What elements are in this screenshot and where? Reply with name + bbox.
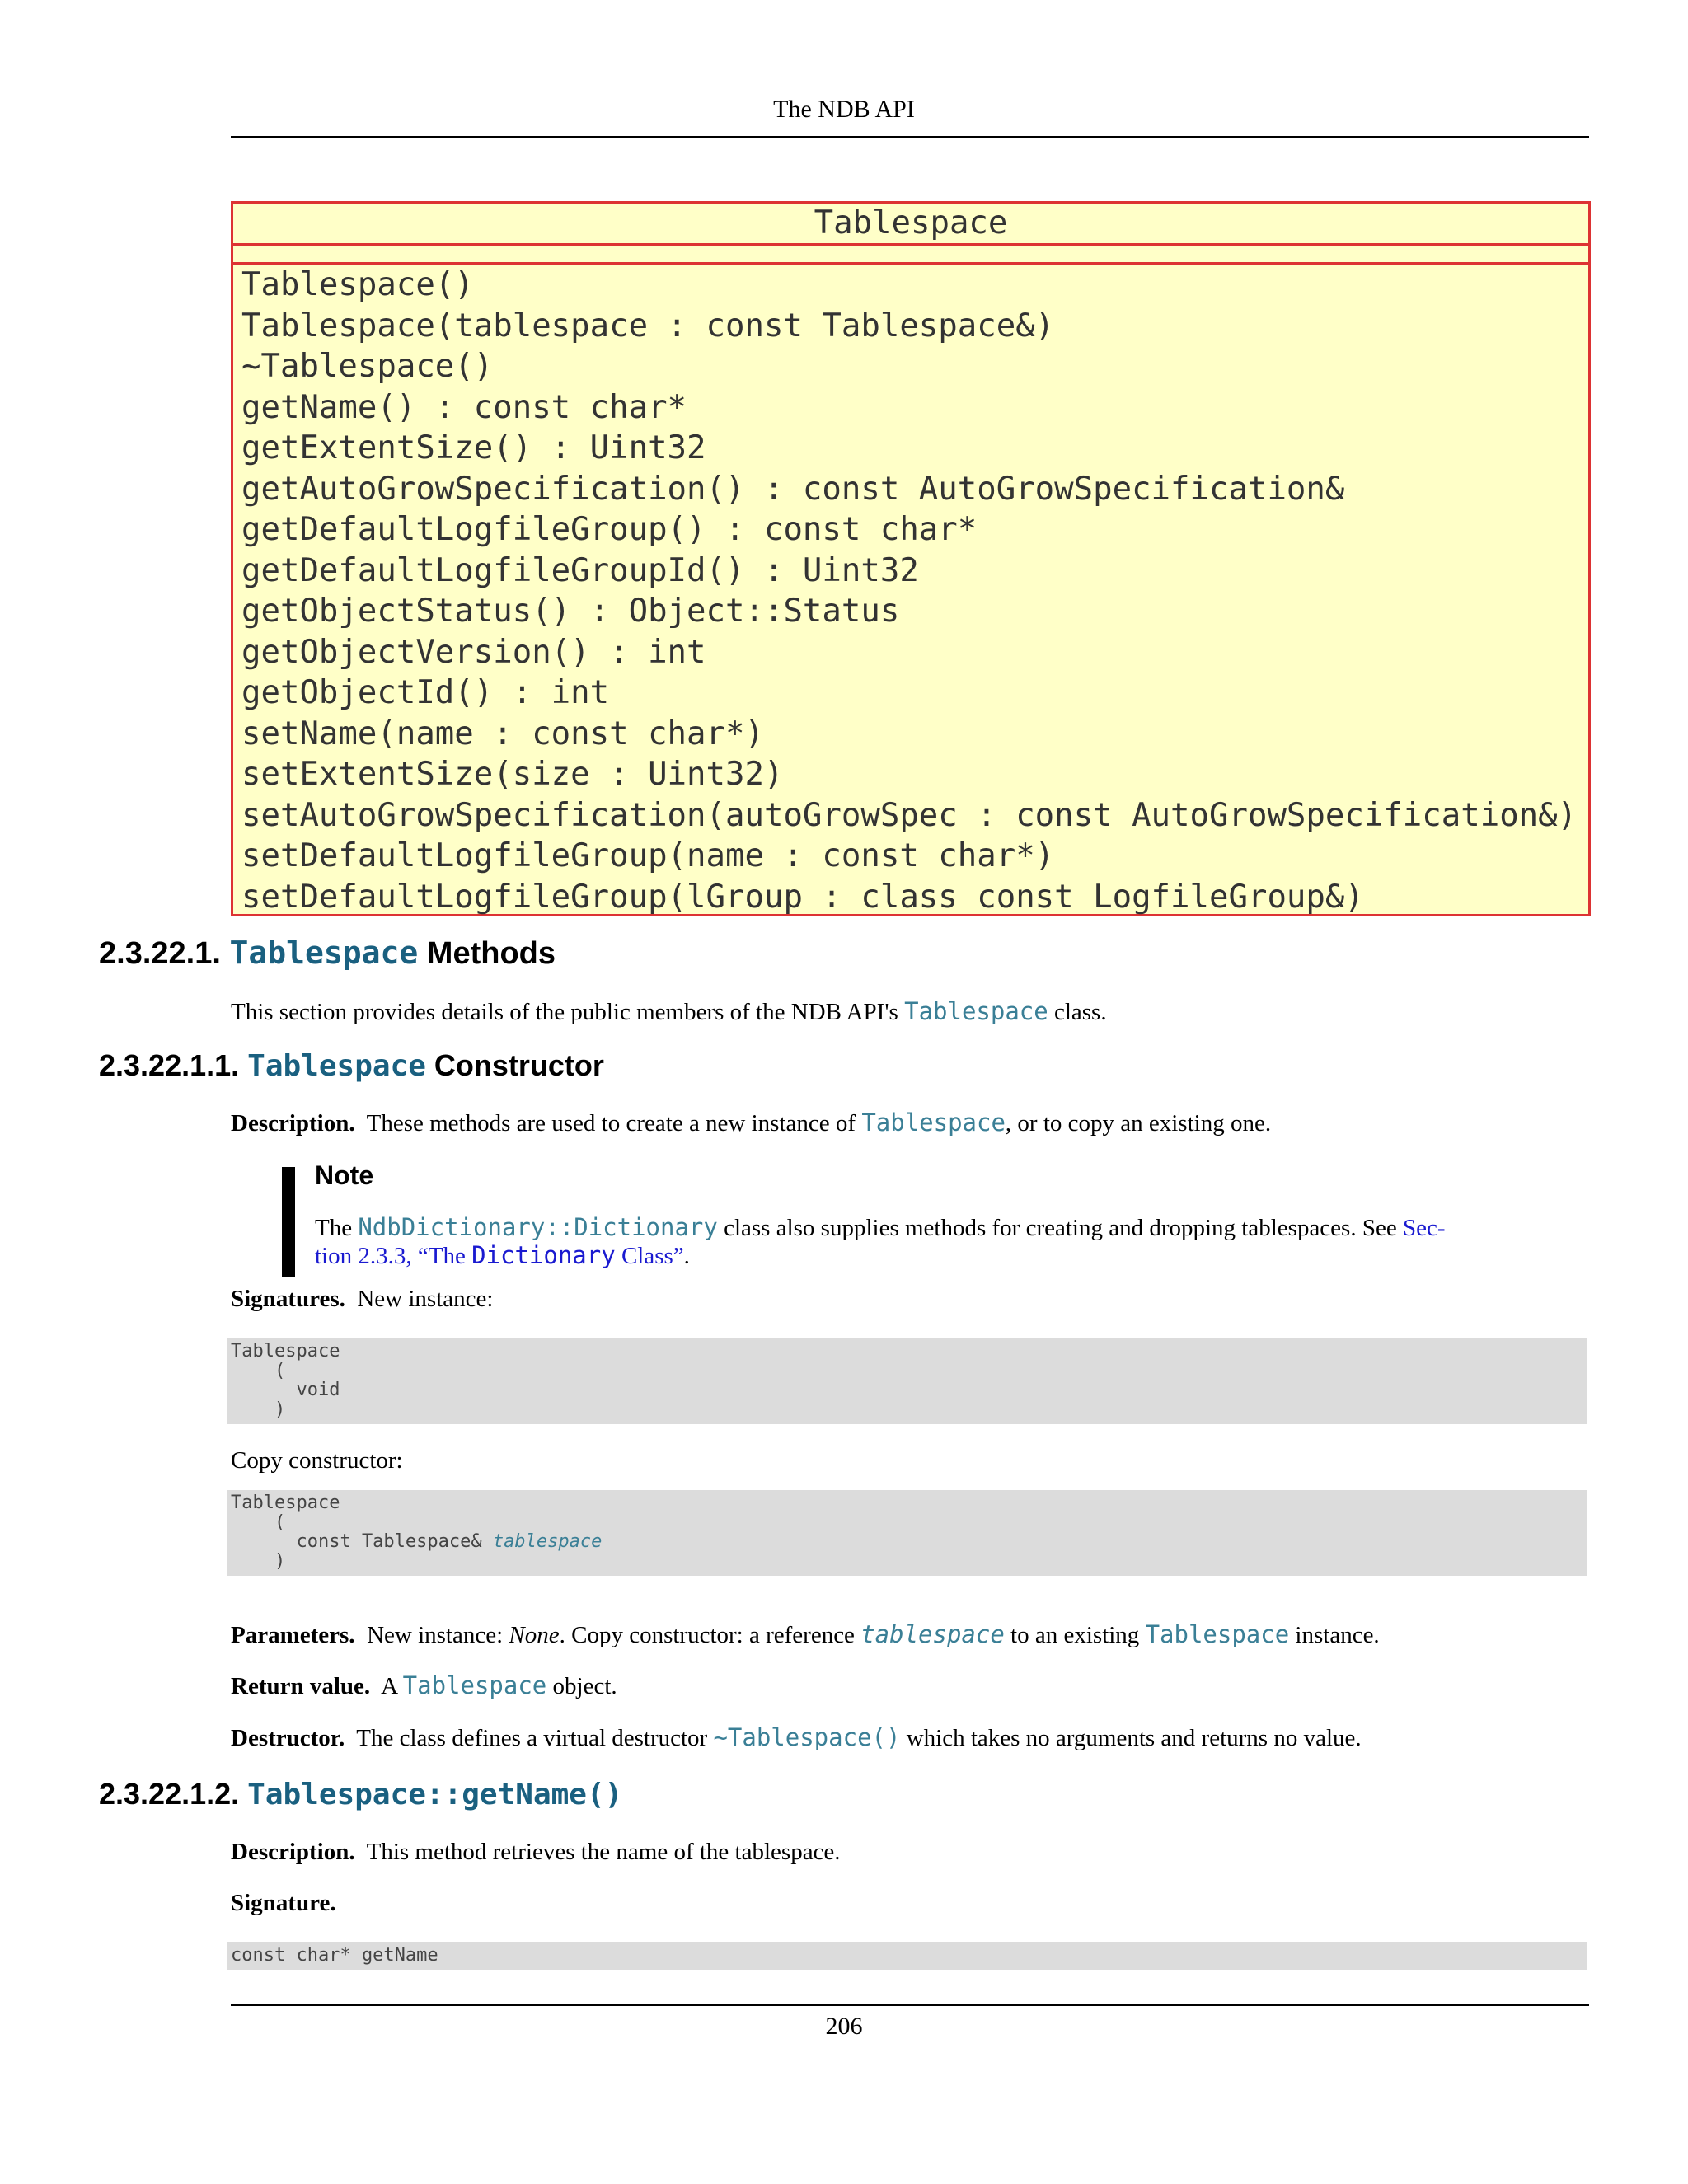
note-text-mid: class also supplies methods for creating and dropping tablespaces. See [717,1215,1403,1241]
uml-method: getObjectVersion() : int [241,633,706,671]
uml-method: setAutoGrowSpecification(autoGrowSpec : const AutoGrowSpecification&) [241,796,1578,834]
section-heading-text: Constructor [425,1048,604,1082]
footer-rule [231,2004,1589,2006]
parameters-text-mid: . Copy constructor: a reference [559,1622,861,1648]
section-number: 2.3.22.1. [99,936,221,971]
link-code: Dictionary [471,1241,616,1269]
parameters-none: None [509,1622,560,1648]
section-heading-text: Methods [418,936,556,971]
code-line: void [231,1380,340,1400]
uml-methods-compartment [233,265,1588,917]
getname-description [231,1839,841,1866]
description-text: These methods are used to create a new instance of [366,1110,862,1137]
code-line: Tablespace [231,1493,340,1513]
uml-class-name: Tablespace [233,204,1588,246]
code-line: ( [231,1360,286,1381]
section-heading-code: Tablespace [247,1049,426,1083]
section-heading-getname [99,1777,622,1811]
parameters-code: Tablespace [1145,1620,1290,1648]
code-text: const Tablespace& [231,1531,493,1552]
code-param: tablespace [492,1531,603,1552]
uml-method: getObjectId() : int [241,674,610,711]
uml-class-diagram [231,201,1591,916]
signatures-label: Signatures. [231,1286,345,1312]
header-rule [231,136,1589,138]
note-code: NdbDictionary::Dictionary [358,1213,718,1241]
note-text-line-1 [315,1213,1446,1242]
code-line: ( [231,1511,286,1533]
uml-method: ~Tablespace() [241,348,494,385]
uml-method: getObjectStatus() : Object::Status [241,593,900,630]
signatures-line [231,1286,493,1313]
code-block-new-instance [227,1338,1587,1424]
section-intro [231,997,1107,1026]
code-line: ) [231,1550,286,1572]
section-heading-constructor [99,1048,604,1083]
section-heading-methods [99,935,556,972]
uml-method: getAutoGrowSpecification() : const AutoGrowSpecification& [241,470,1345,508]
parameters-text-end: instance. [1289,1622,1380,1648]
note-text: The [315,1215,359,1241]
intro-code: Tablespace [904,997,1048,1025]
code-line: Tablespace [231,1341,340,1361]
note-text-end: . [683,1243,690,1269]
description-label: Description. [231,1839,355,1865]
intro-text: This section provides details of the public members of the NDB API's [231,999,905,1025]
return-value-label: Return value. [231,1673,371,1699]
description-label: Description. [231,1110,355,1137]
note-text-line-2 [315,1241,690,1270]
signature-label: Signature. [231,1890,336,1916]
uml-method: getExtentSize() : Uint32 [241,429,706,466]
section-number: 2.3.22.1.1. [99,1048,240,1082]
uml-method: getDefaultLogfileGroup() : const char* [241,511,978,548]
link-text-end: Class” [615,1243,684,1269]
destructor-text: The class defines a virtual destructor [356,1725,714,1751]
parameters-param: tablespace [860,1620,1005,1648]
parameters-text-mid2: to an existing [1004,1622,1146,1648]
intro-text-end: class. [1048,999,1107,1025]
code-block-copy-constructor [227,1490,1587,1576]
parameters-line [231,1620,1380,1649]
code-line: ) [231,1399,286,1420]
return-value-text: A [381,1673,403,1699]
uml-method: Tablespace() [241,266,474,303]
destructor-code: ~Tablespace() [713,1723,901,1751]
uml-attributes-compartment [233,246,1588,265]
return-value-code: Tablespace [402,1671,547,1699]
uml-method: Tablespace(tablespace : const Tablespace&) [241,307,1055,344]
signatures-text: New instance: [357,1286,494,1312]
return-value-text-end: object. [546,1673,617,1699]
uml-method: setDefaultLogfileGroup(name : const char*) [241,837,1055,874]
page-number: 206 [825,2013,863,2040]
uml-method: setName(name : const char*) [241,715,764,752]
getname-signature [231,1890,336,1917]
copy-constructor-label: Copy constructor: [231,1447,403,1474]
note-section-link[interactable]: Sec- [1402,1215,1446,1241]
link-text: tion 2.3.3, “The [315,1243,472,1269]
description-text: This method retrieves the name of the tablespace. [366,1839,841,1865]
note-title: Note [315,1160,374,1190]
uml-method: getDefaultLogfileGroupId() : Uint32 [241,551,919,589]
destructor-text-end: which takes no arguments and returns no value. [900,1725,1362,1751]
description-text-end: , or to copy an existing one. [1005,1110,1272,1137]
destructor-label: Destructor. [231,1725,345,1751]
parameters-label: Parameters. [231,1622,355,1648]
return-value-line [231,1671,617,1700]
uml-method: setDefaultLogfileGroup(lGroup : class const LogfileGroup&) [241,878,1364,916]
note-section-link-cont[interactable] [315,1243,684,1269]
destructor-line [231,1723,1362,1752]
running-header: The NDB API [773,96,915,123]
section-number: 2.3.22.1.2. [99,1777,240,1811]
code-line [231,1532,1587,1552]
constructor-description [231,1108,1271,1137]
uml-method: getName() : const char* [241,388,687,426]
description-code: Tablespace [861,1108,1006,1137]
note-bar [282,1167,295,1277]
section-heading-code: Tablespace [229,935,419,971]
parameters-text: New instance: [367,1622,509,1648]
uml-method: setExtentSize(size : Uint32) [241,756,784,793]
code-block-getname: const char* getName [227,1942,1587,1970]
section-heading-code: Tablespace::getName() [247,1778,623,1811]
